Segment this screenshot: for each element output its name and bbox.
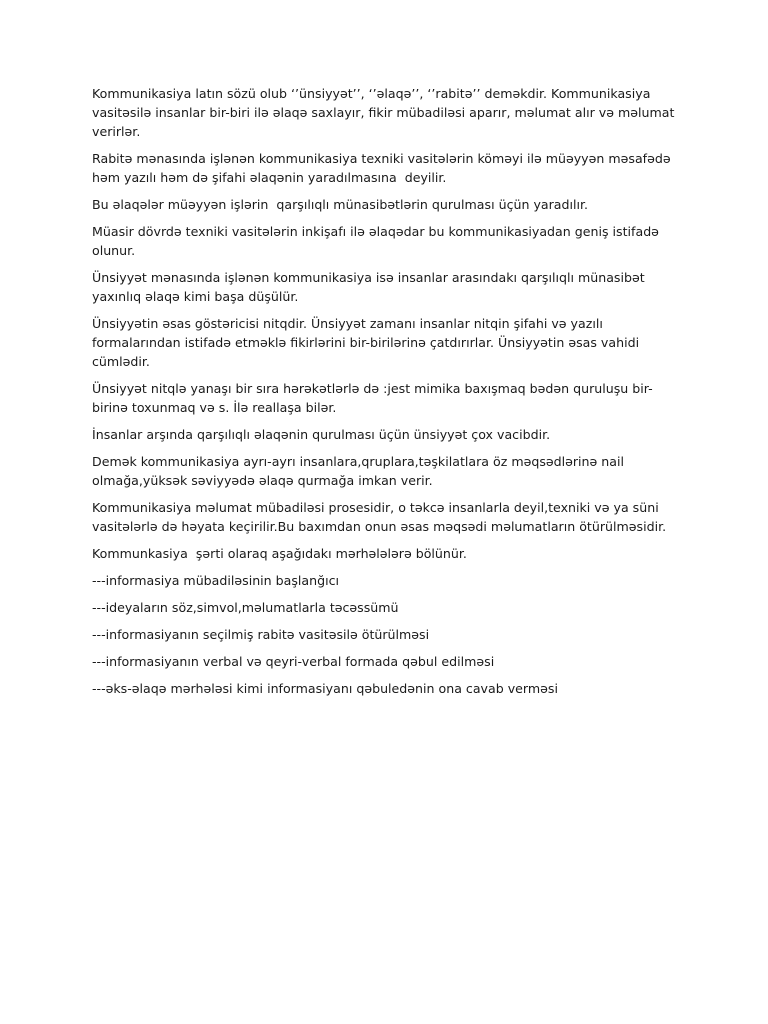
paragraph-unsiyyet-meaning: Ünsiyyət mənasında işlənən kommunikasiya isə insanlar arasındakı qarşılıqlı münasibət yaxınlıq əlaqə kimi başa düşülür. bbox=[92, 270, 653, 304]
list-item-stage-3: ---informasiyanın seçilmiş rabitə vasitəsilə ötürülməsi bbox=[92, 627, 430, 642]
paragraph-gestures: Ünsiyyət nitqlə yanaşı bir sıra hərəkətlərlə də :jest mimika baxışmaq bədən quruluşu bir-birinə toxunmaq və s. İlə reallaşa bilər. bbox=[92, 381, 653, 415]
list-item-stage-2: ---ideyaların söz,simvol,məlumatlarla təcəssümü bbox=[92, 600, 399, 615]
paragraph-speech-indicator: Ünsiyyətin əsas göstəricisi nitqdir. Ünsiyyət zamanı insanlar nitqin şifahi və yazılı formalarından istifadə etməklə fikirlərini bir-birilərinə çatdırırlar. Ünsiyyətin əsas vahidi cümlədir. bbox=[92, 316, 644, 369]
paragraph-goals: Demək kommunikasiya ayrı-ayrı insanlara,qruplara,təşkilatlara öz məqsədlərinə nail olmağa,yüksək səviyyədə əlaqə qurmağa imkan verir. bbox=[92, 454, 628, 488]
list-item-stage-4: ---informasiyanın verbal və qeyri-verbal formada qəbul edilməsi bbox=[92, 654, 495, 669]
paragraph-definition: Kommunikasiya latın sözü olub ‘’ünsiyyət’’, ‘’əlaqə’’, ‘’rabitə’’ deməkdir. Kommunikasiya vasitəsilə insanlar bir-biri ilə əlaqə saxlayır, fikir mübadiləsi aparır, məlumat alır və məlumat verirlər. bbox=[92, 86, 679, 139]
list-item-stage-1: ---informasiya mübadiləsinin başlanğıcı bbox=[92, 573, 340, 588]
paragraph-rabite-meaning: Rabitə mənasında işlənən kommunikasiya texniki vasitələrin köməyi ilə müəyyən məsafədə həm yazılı həm də şifahi əlaqənin yaradılmasına deyilir. bbox=[92, 151, 675, 185]
paragraph-modern-era: Müasir dövrdə texniki vasitələrin inkişafı ilə əlaqədar bu kommunikasiyadan geniş istifadə olunur. bbox=[92, 224, 663, 258]
document-body bbox=[92, 84, 682, 706]
paragraph-importance: İnsanlar arşında qarşılıqlı əlaqənin qurulması üçün ünsiyyət çox vacibdir. bbox=[92, 427, 551, 442]
paragraph-stages-intro: Kommunkasiya şərti olaraq aşağıdakı mərhələlərə bölünür. bbox=[92, 546, 467, 561]
list-item-stage-5: ---əks-əlaqə mərhələsi kimi informasiyanı qəbuledənin ona cavab verməsi bbox=[92, 681, 558, 696]
paragraph-relations-purpose: Bu əlaqələr müəyyən işlərin qarşılıqlı münasibətlərin qurulması üçün yaradılır. bbox=[92, 197, 589, 212]
paragraph-exchange-process: Kommunikasiya məlumat mübadiləsi prosesidir, o təkcə insanlarla deyil,texniki və ya süni vasitələrlə də həyata keçirilir.Bu baxımdan onun əsas məqsədi məlumatların ötürülməsidir. bbox=[92, 500, 667, 534]
